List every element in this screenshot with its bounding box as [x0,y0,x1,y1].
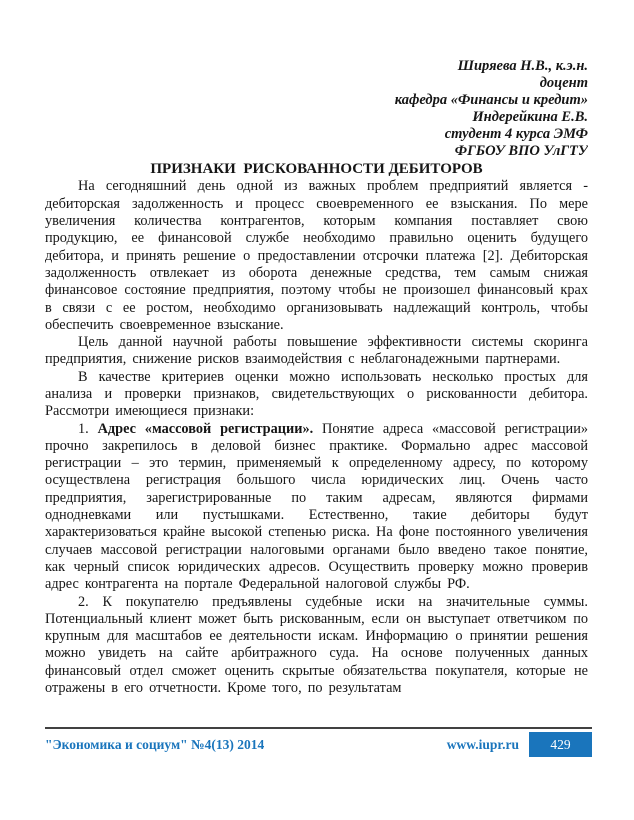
author-line: кафедра «Финансы и кредит» [394,91,588,108]
author-line: ФГБОУ ВПО УлГТУ [454,142,588,159]
paragraph-list-item-1 [45,421,588,594]
paragraph: Цель данной научной работы повышение эффективности системы скоринга предприятия, снижение рисков взаимодействия с неблагонадежными партнерами. [45,334,588,368]
website-link[interactable]: www.iupr.ru [446,736,519,752]
page-footer [45,727,592,757]
paragraph-list-item-2: 2. К покупателю предъявлены судебные иски на значительные суммы. Потенциальный клиент может быть рискованным, если он выступает ответчиком по крупным для масштабов ее деятельности искам. Информацию о принятии решения можно увидеть на сайте арбитражного суда. На основе полученных данных финансовый отдел сможет оценить скрытые обязательства покупателя, которые не отражены в его отчетности. Кроме того, по результатам [45,593,588,697]
author-line: Ширяева Н.В., к.э.н. [457,58,588,74]
author-line: студент 4 курса ЭМФ [444,125,588,142]
page-number-badge: 429 [529,732,592,757]
footer-right-group [447,732,592,757]
author-line: Индерейкина Е.В. [472,108,588,125]
paragraph: На сегодняшний день одной из важных проблем предприятий является - дебиторская задолженность и процесс своевременного ее взыскания. По мере увеличения количества контрагентов, которым компания поставляет свою продукцию, ее финансовой службе необходимо правильно оценить будущего дебитора, и принять решение о предоставлении отсрочки платежа [2]. Дебиторская задолженность отвлекает из оборота денежные средства, тем самым снижая финансовое состояние предприятия, поэтому чтобы не произошел финансовый крах в связи с ее ростом, необходимо организовывать надлежащий контроль, чтобы обеспечить своевременное взыскание. [45,178,588,333]
list-item-number: 1. [78,420,98,437]
paragraph: В качестве критериев оценки можно использовать несколько простых для анализа и проверки признаков, свидетельствующих о рискованности дебитора. Рассмотри имеющиеся признаки: [45,368,588,420]
list-item-body: Понятие адреса «массовой регистрации» прочно закрепилось в деловой бизнес практике. Формально адрес массовой регистрации – это термин, применяемый к определенному адресу, по которому осуществлена регистрация большого числа юридических лиц. Очень часто предприятия, зарегистрированные по таким адресам, являются фирмами однодневками или пустышками. Естественно, такие дебиторы будут характеризоваться крайне высокой степенью риска. На фоне постоянного увеличения случаев массовой регистрации налоговыми органами было введено такое понятие, как черный список юридических адресов. Осуществить проверку можно проверив адрес контрагента на портале Федеральной налоговой службы РФ. [45,420,588,593]
author-line: доцент [539,74,588,91]
article-title: ПРИЗНАКИ РИСКОВАННОСТИ ДЕБИТОРОВ [150,161,483,178]
journal-title: "Экономика и социум" №4(13) 2014 [45,736,265,752]
page-content [45,58,588,724]
list-item-lead-bold: Адрес «массовой регистрации». [97,420,314,437]
author-block [45,58,588,159]
